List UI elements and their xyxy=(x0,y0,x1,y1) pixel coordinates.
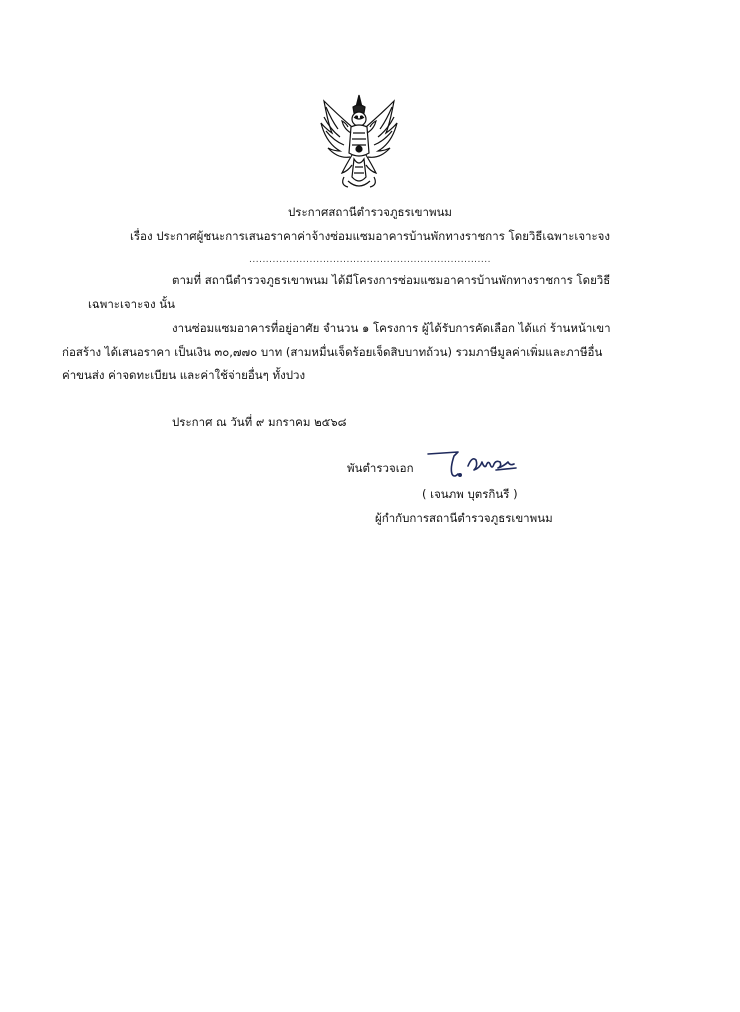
paragraph-2-line-1: งานซ่อมแซมอาคารที่อยู่อาศัย จำนวน ๑ โครงการ ผู้ได้รับการคัดเลือก ได้แก่ ร้านหน้าเขา xyxy=(172,321,611,335)
announcement-subject: เรื่อง ประกาศผู้ชนะการเสนอราคาค่าจ้างซ่อมแซมอาคารบ้านพักทางราชการ โดยวิธีเฉพาะเจาะจง xyxy=(129,229,611,243)
paragraph-2-line-3: ค่าขนส่ง ค่าจดทะเบียน และค่าใช้จ่ายอื่นๆ ทั้งปวง xyxy=(62,368,306,382)
paragraph-1-line-1: ตามที่ สถานีตำรวจภูธรเขาพนม ได้มีโครงการซ่อมแซมอาคารบ้านพักทางราชการ โดยวิธี xyxy=(172,273,611,287)
announcement-date: ประกาศ ณ วันที่ ๙ มกราคม ๒๕๖๘ xyxy=(172,415,347,429)
separator-dots: ........................................................................ xyxy=(249,255,491,265)
announcement-title: ประกาศสถานีตำรวจภูธรเขาพนม xyxy=(287,205,453,219)
signatory-name: ( เจนภพ บุตรกินรี ) xyxy=(422,487,518,501)
paragraph-2-line-2: ก่อสร้าง ได้เสนอราคา เป็นเงิน ๓๐,๗๗๐ บาท (สามหมื่นเจ็ดร้อยเจ็ดสิบบาทถ้วน) รวมภาษีมูลค่าเพิ่มและภาษีอื่น xyxy=(62,345,603,359)
signatory-position: ผู้กำกับการสถานีตำรวจภูธรเขาพนม xyxy=(375,511,553,525)
signatory-rank: พันตำรวจเอก xyxy=(347,461,414,475)
garuda-emblem xyxy=(318,93,400,193)
paragraph-1-line-2: เฉพาะเจาะจง นั้น xyxy=(88,297,176,311)
handwritten-signature xyxy=(424,446,524,480)
